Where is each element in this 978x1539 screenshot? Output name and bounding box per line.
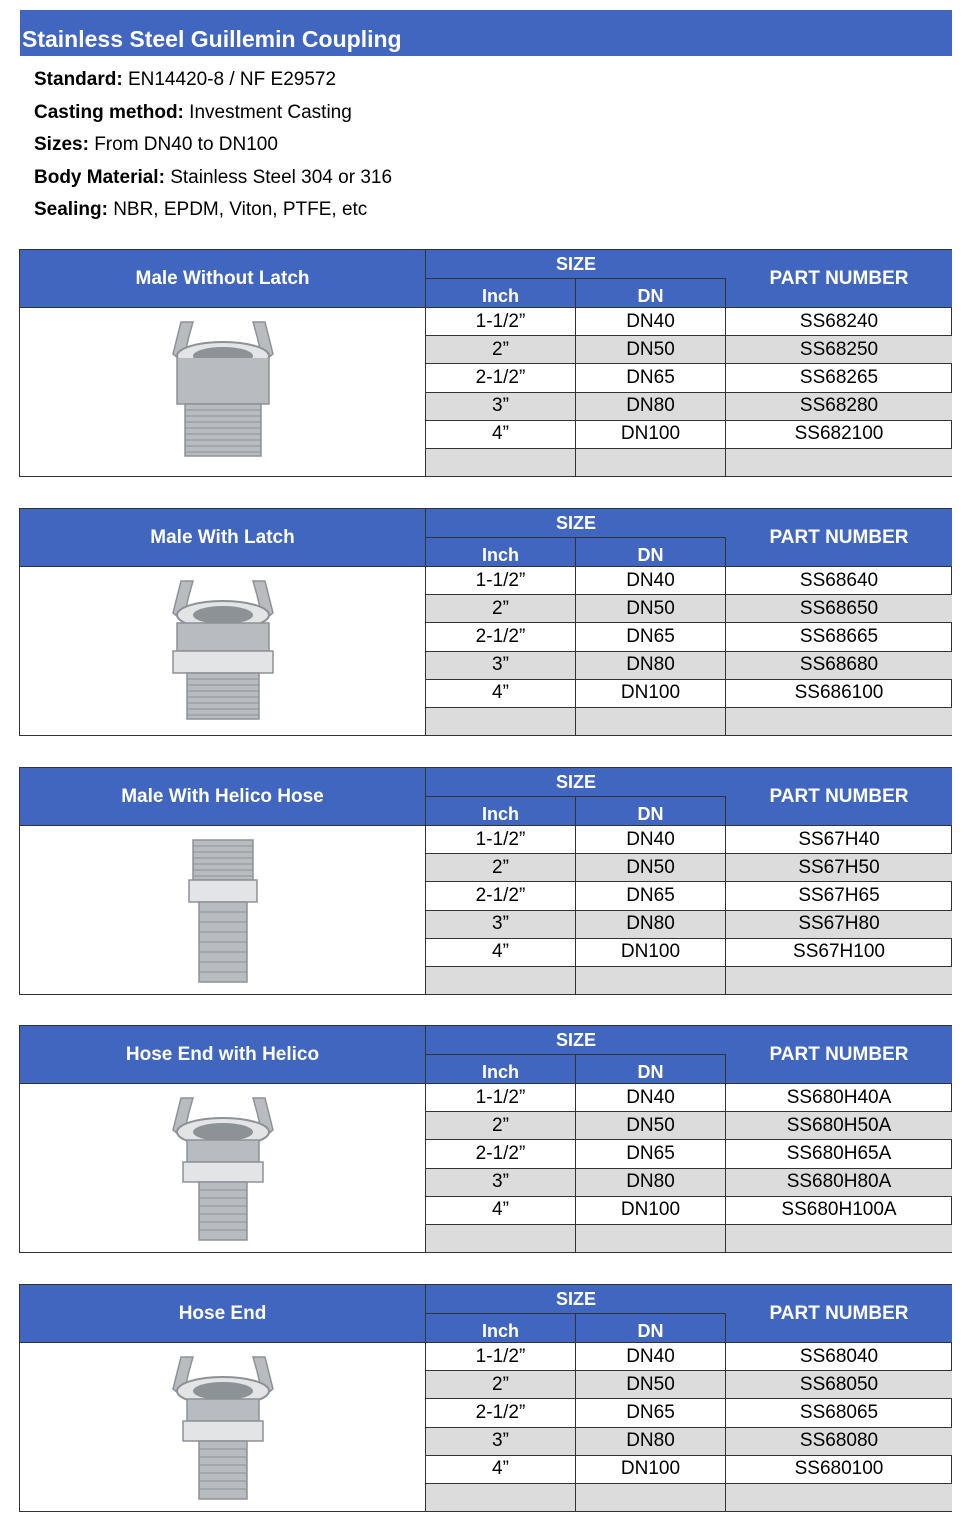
table-row bbox=[426, 392, 952, 420]
part-number-cell bbox=[726, 708, 952, 735]
dn-cell bbox=[576, 1484, 726, 1511]
size-rows bbox=[426, 825, 952, 994]
part-number-cell: SS680100 bbox=[794, 1458, 884, 1480]
inch-cell: 2-1/2” bbox=[426, 364, 576, 391]
size-rows bbox=[426, 307, 952, 476]
spec-list bbox=[34, 64, 392, 227]
inch-cell: 2-1/2” bbox=[426, 882, 576, 909]
dn-cell bbox=[576, 708, 726, 735]
product-table bbox=[19, 1025, 952, 1253]
part-number-header: PART NUMBER bbox=[726, 250, 952, 307]
dn-cell: DN65 bbox=[576, 1399, 726, 1426]
part-number-cell: SS68680 bbox=[799, 654, 879, 676]
dn-cell: DN80 bbox=[576, 1169, 726, 1196]
coupling-male-with-latch-image bbox=[143, 573, 303, 729]
table-row bbox=[426, 1083, 952, 1111]
coupling-male-helico-hose-image bbox=[143, 832, 303, 988]
table-row bbox=[426, 307, 952, 335]
dn-cell: DN80 bbox=[576, 911, 726, 938]
table-row bbox=[426, 363, 952, 391]
dn-cell: DN50 bbox=[576, 1112, 726, 1139]
inch-cell bbox=[426, 1484, 576, 1511]
product-table bbox=[19, 1284, 952, 1512]
dn-cell: DN40 bbox=[576, 1343, 726, 1370]
product-table bbox=[19, 249, 952, 477]
inch-cell: 3” bbox=[426, 1428, 576, 1455]
part-number-cell: SS680H50A bbox=[786, 1114, 892, 1136]
table-row bbox=[426, 825, 952, 853]
inch-header: Inch bbox=[426, 1314, 576, 1342]
product-table bbox=[19, 767, 952, 995]
product-name: Hose End with Helico bbox=[20, 1026, 426, 1083]
inch-header: Inch bbox=[426, 279, 576, 307]
table-row bbox=[426, 1483, 952, 1511]
dn-cell: DN50 bbox=[576, 854, 726, 881]
table-row bbox=[426, 622, 952, 650]
inch-cell: 4” bbox=[426, 1456, 576, 1483]
table-row bbox=[426, 707, 952, 735]
part-number-cell: SS680H65A bbox=[786, 1142, 892, 1164]
spec-standard: Standard: EN14420-8 / NF E29572 bbox=[34, 69, 337, 90]
spec-casting-method: Casting method: Investment Casting bbox=[34, 101, 352, 123]
dn-header: DN bbox=[576, 1314, 726, 1342]
table-row bbox=[426, 1139, 952, 1167]
part-number-cell: SS68050 bbox=[799, 1373, 879, 1395]
dn-cell bbox=[576, 449, 726, 476]
part-number-cell: SS68240 bbox=[799, 310, 879, 332]
table-row bbox=[426, 651, 952, 679]
part-number-cell: SS680H80A bbox=[786, 1171, 892, 1193]
size-rows bbox=[426, 1083, 952, 1252]
product-image bbox=[20, 825, 426, 994]
table-row bbox=[426, 679, 952, 707]
inch-cell: 3” bbox=[426, 652, 576, 679]
dn-cell: DN65 bbox=[576, 1140, 726, 1167]
dn-cell: DN40 bbox=[576, 826, 726, 853]
part-number-cell: SS68065 bbox=[799, 1401, 879, 1423]
dn-cell: DN65 bbox=[576, 882, 726, 909]
part-number-cell: SS68640 bbox=[799, 569, 879, 591]
table-row bbox=[426, 1370, 952, 1398]
table-row bbox=[426, 566, 952, 594]
size-header: SIZE bbox=[426, 250, 726, 279]
table-row bbox=[426, 594, 952, 622]
product-image bbox=[20, 1083, 426, 1252]
inch-header: Inch bbox=[426, 797, 576, 825]
part-number-header: PART NUMBER bbox=[726, 768, 952, 825]
dn-cell: DN40 bbox=[576, 1084, 726, 1111]
inch-cell bbox=[426, 967, 576, 994]
table-row bbox=[426, 910, 952, 938]
part-number-cell: SS68040 bbox=[799, 1345, 879, 1367]
product-image bbox=[20, 566, 426, 735]
product-name: Hose End bbox=[20, 1285, 426, 1342]
part-number-cell: SS68650 bbox=[799, 597, 879, 619]
inch-cell: 1-1/2” bbox=[426, 308, 576, 335]
table-row bbox=[426, 1224, 952, 1252]
part-number-cell bbox=[726, 1484, 952, 1511]
part-number-cell: SS680H100A bbox=[781, 1199, 897, 1221]
inch-cell: 2-1/2” bbox=[426, 623, 576, 650]
product-table bbox=[19, 508, 952, 736]
dn-header: DN bbox=[576, 797, 726, 825]
inch-cell: 3” bbox=[426, 1169, 576, 1196]
size-header: SIZE bbox=[426, 1285, 726, 1314]
dn-header: DN bbox=[576, 538, 726, 566]
dn-cell: DN50 bbox=[576, 595, 726, 622]
table-row bbox=[426, 420, 952, 448]
part-number-cell: SS67H80 bbox=[798, 913, 880, 935]
coupling-hose-end-image bbox=[143, 1349, 303, 1505]
inch-cell bbox=[426, 449, 576, 476]
part-number-header: PART NUMBER bbox=[726, 509, 952, 566]
part-number-cell: SS67H50 bbox=[798, 856, 880, 878]
inch-cell: 3” bbox=[426, 911, 576, 938]
spec-sealing: Sealing: NBR, EPDM, Viton, PTFE, etc bbox=[34, 199, 368, 220]
inch-cell: 3” bbox=[426, 393, 576, 420]
product-image bbox=[20, 1342, 426, 1511]
part-number-cell bbox=[726, 967, 952, 994]
part-number-cell: SS68665 bbox=[799, 625, 879, 647]
part-number-cell: SS68250 bbox=[799, 338, 879, 360]
part-number-cell bbox=[726, 1225, 952, 1252]
inch-cell: 4” bbox=[426, 680, 576, 707]
inch-cell: 1-1/2” bbox=[426, 826, 576, 853]
table-row bbox=[426, 335, 952, 363]
part-number-cell: SS67H100 bbox=[793, 941, 885, 963]
inch-cell: 2-1/2” bbox=[426, 1140, 576, 1167]
spec-sizes: Sizes: From DN40 to DN100 bbox=[34, 134, 278, 155]
size-header: SIZE bbox=[426, 1026, 726, 1055]
table-row bbox=[426, 1196, 952, 1224]
part-number-cell: SS686100 bbox=[794, 682, 884, 704]
dn-header: DN bbox=[576, 1055, 726, 1083]
part-number-cell: SS680H40A bbox=[786, 1086, 892, 1108]
table-row bbox=[426, 1111, 952, 1139]
inch-cell: 4” bbox=[426, 939, 576, 966]
table-row bbox=[426, 853, 952, 881]
part-number-header: PART NUMBER bbox=[726, 1026, 952, 1083]
dn-cell: DN40 bbox=[576, 567, 726, 594]
part-number-cell: SS682100 bbox=[794, 423, 884, 445]
size-header: SIZE bbox=[426, 509, 726, 538]
inch-cell: 1-1/2” bbox=[426, 567, 576, 594]
part-number-cell: SS67H65 bbox=[798, 884, 880, 906]
dn-cell: DN40 bbox=[576, 308, 726, 335]
dn-cell: DN80 bbox=[576, 652, 726, 679]
dn-header: DN bbox=[576, 279, 726, 307]
coupling-male-without-latch-image bbox=[143, 314, 303, 470]
inch-cell: 1-1/2” bbox=[426, 1084, 576, 1111]
table-row bbox=[426, 966, 952, 994]
dn-cell: DN100 bbox=[576, 421, 726, 448]
dn-cell: DN100 bbox=[576, 1197, 726, 1224]
part-number-cell: SS67H40 bbox=[798, 828, 880, 850]
table-row bbox=[426, 1398, 952, 1426]
page-title: Stainless Steel Guillemin Coupling bbox=[20, 10, 952, 56]
table-row bbox=[426, 448, 952, 476]
size-header: SIZE bbox=[426, 768, 726, 797]
product-name: Male With Latch bbox=[20, 509, 426, 566]
dn-cell: DN50 bbox=[576, 1371, 726, 1398]
inch-cell: 2” bbox=[426, 1371, 576, 1398]
inch-cell: 2-1/2” bbox=[426, 1399, 576, 1426]
dn-cell: DN100 bbox=[576, 939, 726, 966]
dn-cell bbox=[576, 1225, 726, 1252]
size-rows bbox=[426, 566, 952, 735]
inch-header: Inch bbox=[426, 1055, 576, 1083]
dn-cell: DN65 bbox=[576, 623, 726, 650]
inch-cell: 4” bbox=[426, 421, 576, 448]
size-rows bbox=[426, 1342, 952, 1511]
table-row bbox=[426, 1342, 952, 1370]
product-name: Male Without Latch bbox=[20, 250, 426, 307]
inch-cell bbox=[426, 1225, 576, 1252]
inch-header: Inch bbox=[426, 538, 576, 566]
dn-cell: DN50 bbox=[576, 336, 726, 363]
table-row bbox=[426, 938, 952, 966]
coupling-hose-end-helico-image bbox=[143, 1090, 303, 1246]
dn-cell: DN80 bbox=[576, 393, 726, 420]
part-number-cell: SS68280 bbox=[799, 395, 879, 417]
dn-cell: DN100 bbox=[576, 1456, 726, 1483]
dn-cell bbox=[576, 967, 726, 994]
inch-cell: 2” bbox=[426, 336, 576, 363]
dn-cell: DN80 bbox=[576, 1428, 726, 1455]
product-image bbox=[20, 307, 426, 476]
inch-cell: 4” bbox=[426, 1197, 576, 1224]
part-number-header: PART NUMBER bbox=[726, 1285, 952, 1342]
table-row bbox=[426, 1427, 952, 1455]
inch-cell: 2” bbox=[426, 1112, 576, 1139]
table-row bbox=[426, 1455, 952, 1483]
part-number-cell bbox=[726, 449, 952, 476]
inch-cell: 2” bbox=[426, 854, 576, 881]
table-row bbox=[426, 1168, 952, 1196]
dn-cell: DN100 bbox=[576, 680, 726, 707]
inch-cell bbox=[426, 708, 576, 735]
spec-body-material: Body Material: Stainless Steel 304 or 316 bbox=[34, 166, 393, 188]
table-row bbox=[426, 881, 952, 909]
inch-cell: 1-1/2” bbox=[426, 1343, 576, 1370]
product-name: Male With Helico Hose bbox=[20, 768, 426, 825]
dn-cell: DN65 bbox=[576, 364, 726, 391]
part-number-cell: SS68265 bbox=[799, 366, 879, 388]
part-number-cell: SS68080 bbox=[799, 1430, 879, 1452]
inch-cell: 2” bbox=[426, 595, 576, 622]
